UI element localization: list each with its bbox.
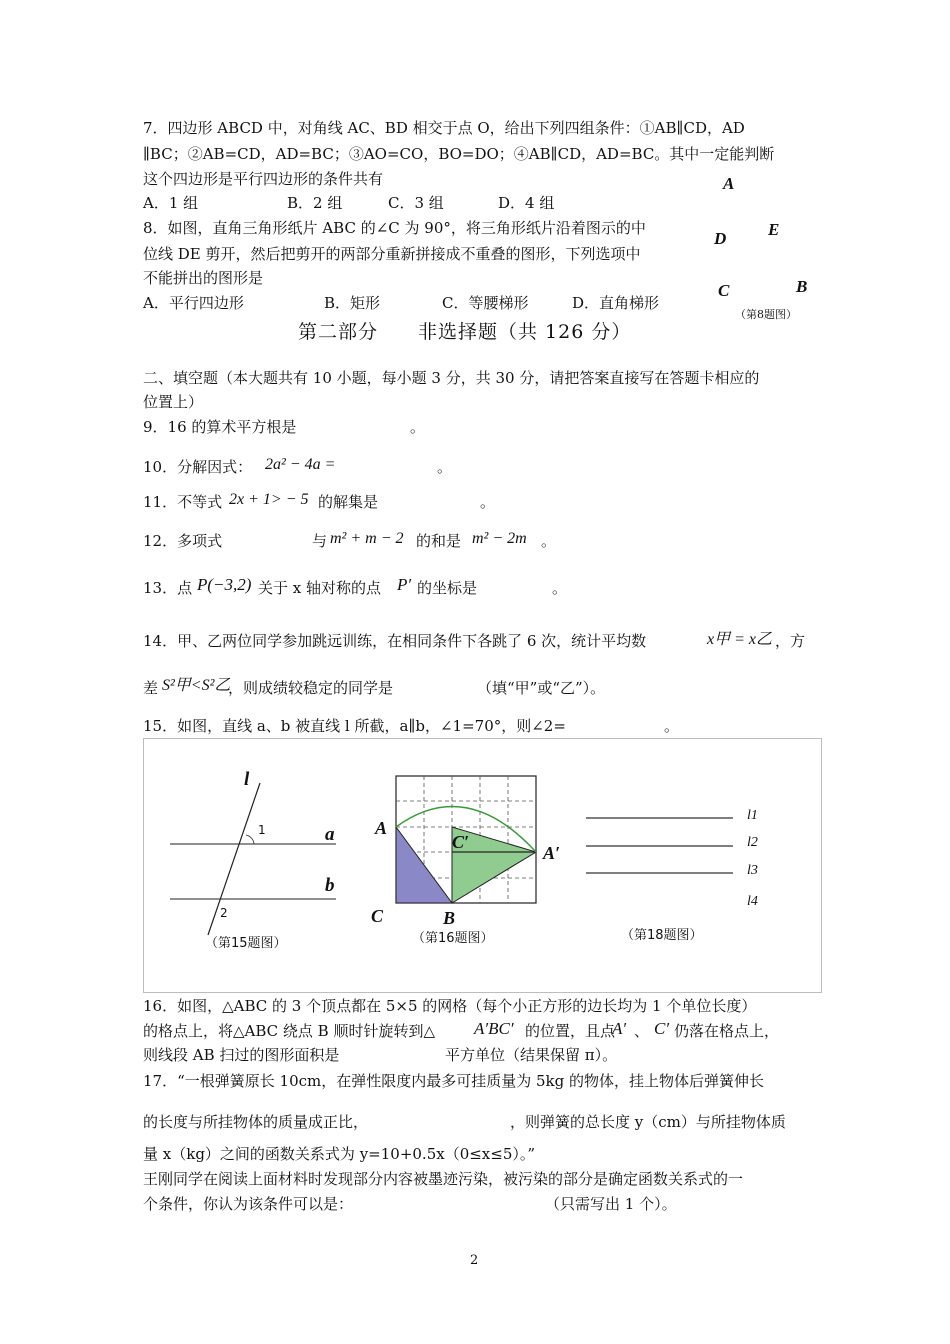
q13-text: 13．点: [143, 579, 193, 597]
q14-line2-start: 差: [143, 679, 159, 697]
q17-line1: 17．“一根弹簧原长 10cm，在弹性限度内最多可挂质量为 5kg 的物体，挂上物体后弹簧伸长: [143, 1072, 765, 1090]
q11-tail: 的解集是: [318, 493, 379, 511]
q17-line2a: 的长度与所挂物体的质量成正比，: [143, 1113, 369, 1131]
q7-option-d: D．4 组: [498, 194, 555, 212]
q7-line2: ∥BC；②AB=CD，AD=BC；③AO=CO，BO=DO；④AB∥CD，AD=BC。其中一定能判断: [143, 145, 775, 163]
q8-option-a: A．平行四边形: [143, 294, 244, 312]
q16-line1: 16．如图，△ABC 的 3 个顶点都在 5×5 的网格（每个小正方形的边长均为 1 个单位长度）: [143, 997, 757, 1015]
fig8-label-e: E: [768, 220, 780, 239]
q14-mean-expr: x甲 = x乙: [707, 631, 773, 648]
q11-end: 。: [480, 493, 496, 511]
q13-expr1: P(−3,2): [197, 575, 252, 594]
q8-option-b: B．矩形: [324, 294, 381, 312]
q13-expr2: P′: [397, 575, 412, 594]
q12-end: 。: [541, 532, 557, 550]
fig15-angle2: 2: [220, 906, 228, 920]
q7-option-c: C．3 组: [388, 194, 444, 212]
q14-line2-tail: ，则成绩较稳定的同学是: [228, 679, 394, 697]
q8-line1: 8．如图，直角三角形纸片 ABC 的∠C 为 90°，将三角形纸片沿着图示的中: [143, 219, 646, 237]
q16-line2e: C′: [654, 1019, 670, 1038]
fig15-label-b: b: [325, 875, 335, 896]
q7-line1: 7．四边形 ABCD 中，对角线 AC、BD 相交于点 O，给出下列四组条件：①AB∥CD，AD: [143, 119, 745, 137]
q17-line2b: ，则弹簧的总长度 y（cm）与所挂物体质: [510, 1113, 786, 1131]
fig16-label-a-prime: A′: [543, 843, 561, 863]
q12-mid2: 的和是: [416, 532, 462, 550]
q10-text: 10．分解因式：: [143, 458, 253, 476]
section2-line1: 二、填空题（本大题共有 10 小题，每小题 3 分，共 30 分，请把答案直接写在答题卡相应的: [143, 369, 760, 387]
fig16-label-c-prime: C′: [452, 832, 470, 852]
q17-line3: 量 x（kg）之间的函数关系式为 y=10+0.5x（0≤x≤5）。”: [143, 1145, 536, 1163]
fig16-caption: （第16题图）: [412, 931, 494, 946]
fig8-caption: （第8题图）: [735, 308, 797, 321]
q16-line2c: A′: [612, 1019, 627, 1038]
q16-line2f: 仍落在格点上，: [674, 1022, 780, 1040]
fig18-label-l3: l3: [747, 863, 758, 878]
q8-option-c: C．等腰梯形: [442, 294, 529, 312]
q15-text: 15．如图，直线 a、b 被直线 l 所截，a∥b，∠1=70°，则∠2=: [143, 717, 566, 735]
fig16-label-b: B: [443, 908, 456, 928]
q16-line3a: 则线段 AB 扫过的图形面积是: [143, 1046, 340, 1064]
q13-tail: 的坐标是: [417, 579, 478, 597]
fig18-caption: （第18题图）: [621, 928, 703, 943]
fig18-label-l2: l2: [747, 835, 758, 850]
section2-line2: 位置上）: [143, 393, 204, 411]
q7-option-b: B．2 组: [287, 194, 343, 212]
fig16-diagram: [390, 770, 550, 910]
q15-end: 。: [664, 717, 680, 735]
page-number: 2: [470, 1253, 479, 1268]
q16-line2d: 、: [634, 1022, 650, 1040]
q14-var-expr: S²甲<S²乙: [162, 677, 231, 694]
q16-line2-expr: A′BC′: [474, 1019, 514, 1038]
fig15-label-a: a: [325, 824, 335, 845]
q8-option-d: D．直角梯形: [572, 294, 660, 312]
q17-line5a: 个条件，你认为该条件可以是：: [143, 1195, 354, 1213]
fig8-label-c: C: [718, 281, 730, 300]
q14-line1-end: ，方: [775, 632, 806, 650]
q16-line2a: 的格点上，将△ABC 绕点 B 顺时针旋转到△: [143, 1022, 436, 1040]
fig16-label-c: C: [371, 906, 384, 926]
q14-line1: 14．甲、乙两位同学参加跳远训练，在相同条件下各跳了 6 次，统计平均数: [143, 632, 647, 650]
q13-mid: 关于 x 轴对称的点: [258, 579, 381, 597]
q12-expr2: m² − 2m: [472, 530, 527, 547]
q12-text: 12．多项式: [143, 532, 223, 550]
q9-end: 。: [410, 418, 426, 436]
q11-expr: 2x + 1> − 5: [229, 491, 309, 508]
fig16-label-a: A: [375, 818, 388, 838]
q14-line2-end: （填“甲”或“乙”）。: [477, 679, 606, 697]
q9-text: 9．16 的算术平方根是: [143, 418, 297, 436]
q7-option-a: A．1 组: [143, 194, 199, 212]
fig18-label-l4: l4: [747, 894, 758, 909]
q11-text: 11．不等式: [143, 493, 223, 511]
fig15-caption: （第15题图）: [205, 936, 287, 951]
q12-expr1: m² + m − 2: [330, 530, 404, 547]
q17-line5b: （只需写出 1 个）。: [545, 1195, 677, 1213]
fig15-label-l: l: [244, 769, 250, 790]
q10-expr: 2a² − 4a =: [265, 456, 336, 473]
part2-title: 第二部分 非选择题（共 126 分）: [298, 321, 632, 343]
q16-line2b: 的位置，且点: [525, 1022, 616, 1040]
q16-line3b: 平方单位（结果保留 π）。: [445, 1046, 618, 1064]
fig8-label-d: D: [714, 229, 727, 248]
q12-mid: 与: [312, 532, 328, 550]
fig8-label-a: A: [723, 174, 735, 193]
q8-line3: 不能拼出的图形是: [143, 269, 264, 287]
fig18-diagram: [580, 805, 740, 895]
q7-line3: 这个四边形是平行四边形的条件共有: [143, 170, 384, 188]
fig8-label-b: B: [796, 277, 808, 296]
fig18-label-l1: l1: [747, 808, 758, 823]
q10-end: 。: [437, 458, 453, 476]
q8-line2: 位线 DE 剪开，然后把剪开的两部分重新拼接成不重叠的图形，下列选项中: [143, 245, 641, 263]
q17-line4: 王刚同学在阅读上面材料时发现部分内容被墨迹污染，被污染的部分是确定函数关系式的一: [143, 1170, 744, 1188]
fig15-angle1: 1: [258, 823, 266, 837]
q13-end: 。: [552, 579, 568, 597]
fig15-diagram: [160, 765, 340, 945]
